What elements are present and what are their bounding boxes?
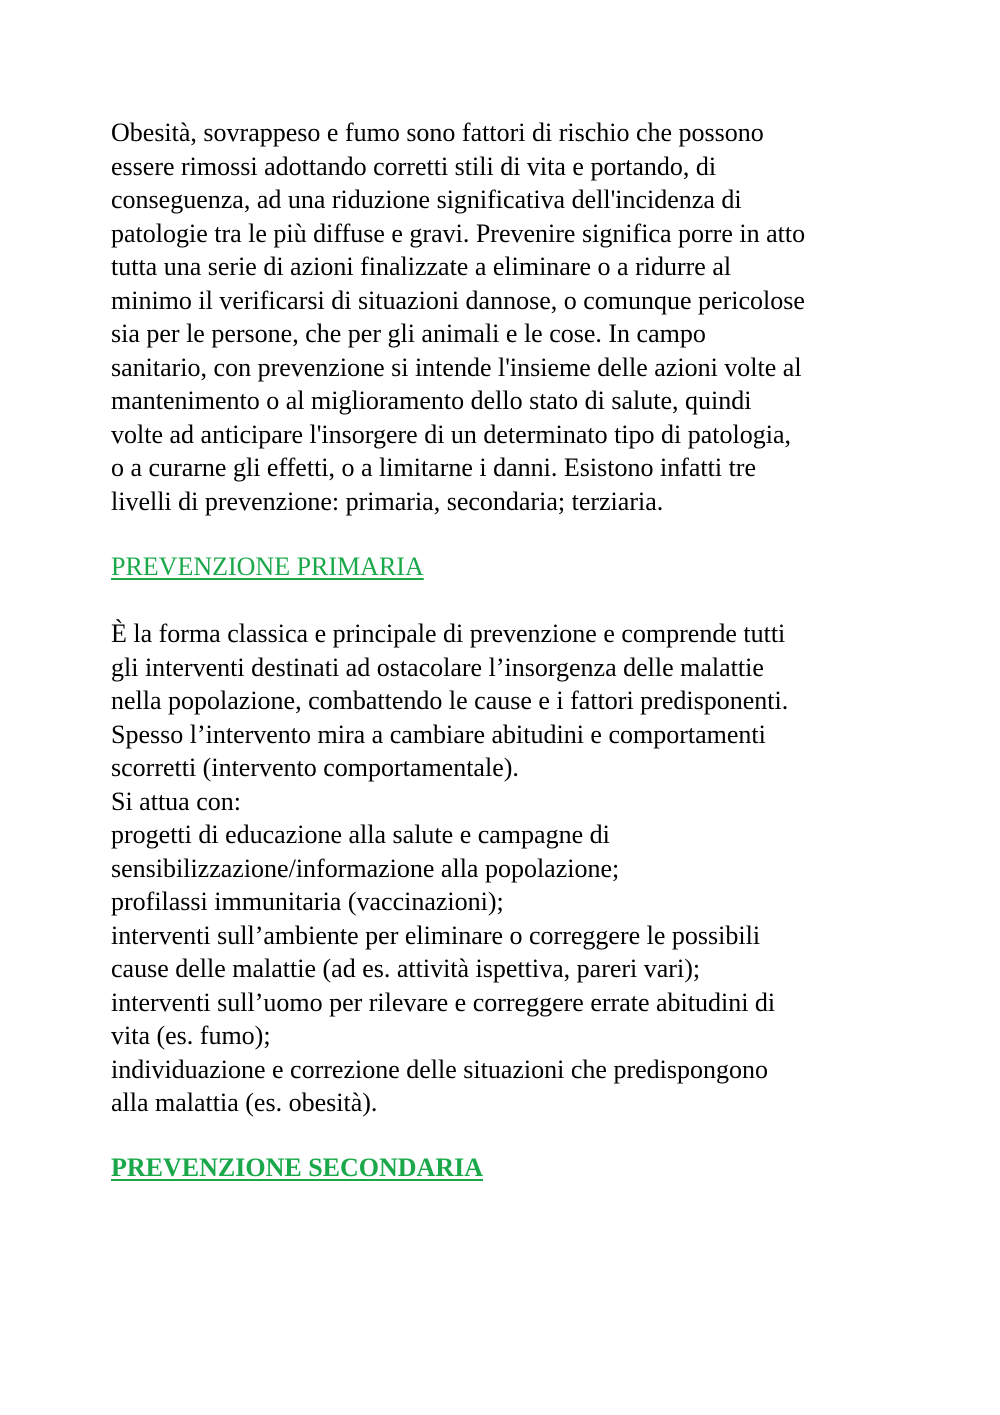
primary-line: profilassi immunitaria (vaccinazioni); bbox=[111, 887, 504, 916]
intro-line: mantenimento o al miglioramento dello stato di salute, quindi bbox=[111, 386, 752, 415]
primary-line: nella popolazione, combattendo le cause e i fattori predisponenti. bbox=[111, 686, 789, 715]
primary-line: Si attua con: bbox=[111, 786, 241, 816]
primary-line: individuazione e correzione delle situazioni che predispongono bbox=[111, 1054, 768, 1084]
intro-line: patologie tra le più diffuse e gravi. Prevenire significa porre in atto bbox=[111, 218, 806, 248]
heading-prevenzione-primaria: PREVENZIONE PRIMARIA bbox=[111, 552, 424, 581]
intro-line: conseguenza, ad una riduzione significativa dell'incidenza di bbox=[111, 185, 742, 214]
intro-paragraph bbox=[111, 116, 901, 518]
primary-line: cause delle malattie (ad es. attività ispettiva, pareri vari); bbox=[111, 954, 701, 983]
intro-line: livelli di prevenzione: primaria, secondaria; terziaria. bbox=[111, 486, 664, 516]
primary-line: vita (es. fumo); bbox=[111, 1021, 271, 1050]
primary-line: interventi sull’ambiente per eliminare o correggere le possibili bbox=[111, 920, 761, 950]
primary-line: progetti di educazione alla salute e campagne di bbox=[111, 820, 610, 849]
primary-line: gli interventi destinati ad ostacolare l’insorgenza delle malattie bbox=[111, 652, 764, 682]
primary-prevention-paragraph bbox=[111, 617, 901, 1120]
intro-line: o a curarne gli effetti, o a limitarne i danni. Esistono infatti tre bbox=[111, 453, 756, 482]
intro-line: tutta una serie di azioni finalizzate a eliminare o a ridurre al bbox=[111, 252, 732, 281]
primary-line: sensibilizzazione/informazione alla popolazione; bbox=[111, 853, 620, 883]
primary-line: Spesso l’intervento mira a cambiare abitudini e comportamenti bbox=[111, 719, 766, 749]
primary-line: interventi sull’uomo per rilevare e correggere errate abitudini di bbox=[111, 987, 776, 1017]
primary-line: È la forma classica e principale di prevenzione e comprende tutti bbox=[111, 619, 786, 648]
intro-line: sanitario, con prevenzione si intende l'insieme delle azioni volte al bbox=[111, 352, 802, 382]
primary-line: scorretti (intervento comportamentale). bbox=[111, 753, 519, 782]
intro-line: minimo il verificarsi di situazioni dannose, o comunque pericolose bbox=[111, 285, 805, 315]
intro-line: Obesità, sovrappeso e fumo sono fattori di rischio che possono bbox=[111, 118, 764, 147]
intro-line: essere rimossi adottando corretti stili di vita e portando, di bbox=[111, 151, 717, 181]
primary-line: alla malattia (es. obesità). bbox=[111, 1088, 378, 1117]
intro-line: volte ad anticipare l'insorgere di un determinato tipo di patologia, bbox=[111, 419, 792, 449]
heading-prevenzione-secondaria: PREVENZIONE SECONDARIA bbox=[111, 1153, 483, 1182]
intro-line: sia per le persone, che per gli animali e le cose. In campo bbox=[111, 319, 706, 348]
